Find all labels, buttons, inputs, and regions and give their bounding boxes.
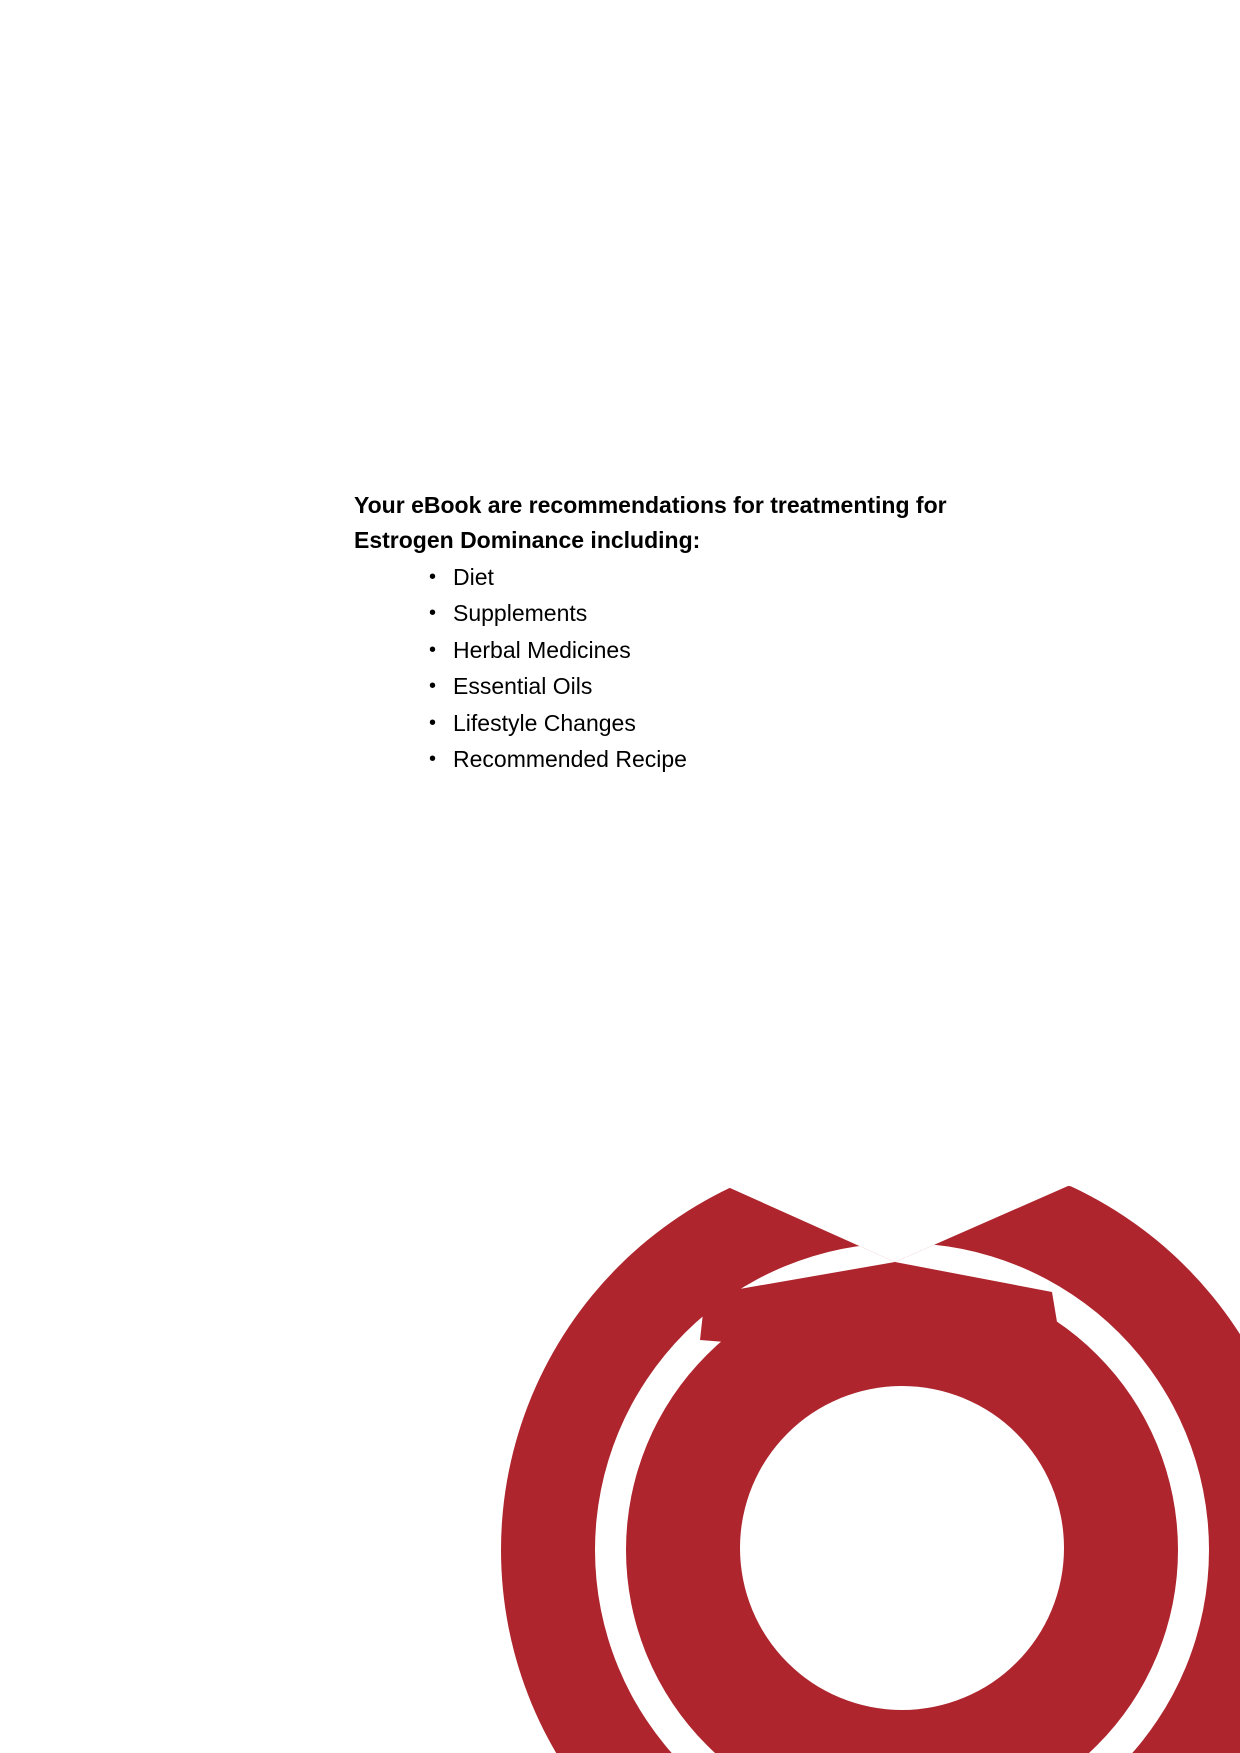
list-item-label: Herbal Medicines [453,636,631,663]
bullet-icon: • [429,711,437,734]
bullet-icon: • [429,747,437,770]
list-item-label: Supplements [453,600,588,627]
bullet-icon: • [429,675,437,698]
list-item-label: Diet [453,564,494,590]
intro-text: Your eBook are recommendations for treatmenting for Estrogen Dominance including: [354,492,947,553]
bullet-icon: • [429,566,437,588]
logo-center [740,1386,1064,1710]
list-item-label: Lifestyle Changes [453,709,636,736]
list-item-label: Essential Oils [453,673,593,700]
list-item-label: Recommended Recipe [453,745,687,772]
bullet-icon: • [429,602,437,625]
bullet-icon: • [429,638,437,661]
